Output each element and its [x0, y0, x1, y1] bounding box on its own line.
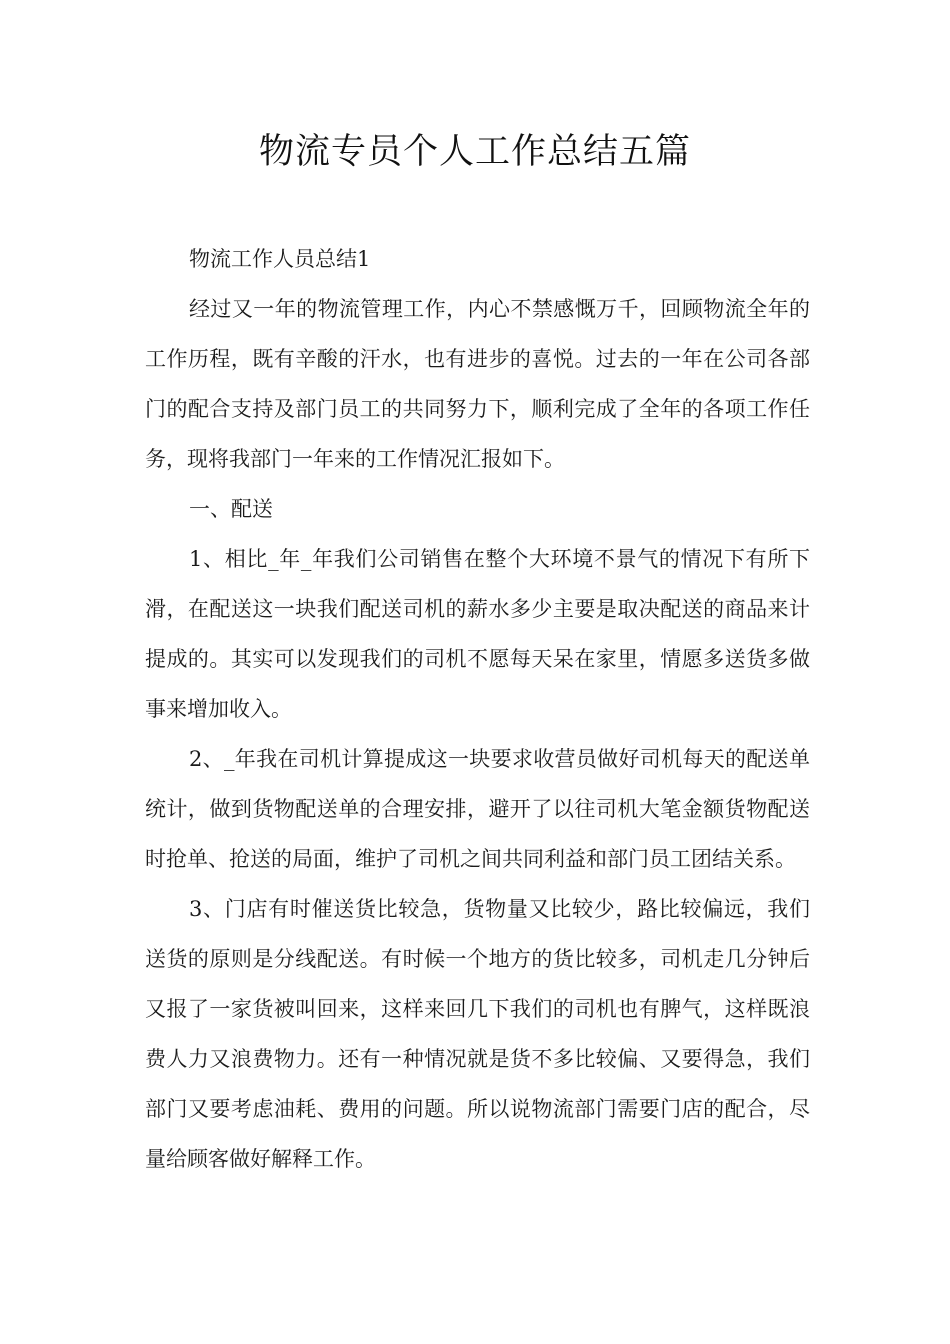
intro-paragraph: 经过又一年的物流管理工作，内心不禁感慨万千，回顾物流全年的工作历程，既有辛酸的汗水，也有进步的喜悦。过去的一年在公司各部门的配合支持及部门员工的共同努力下，顺利完成了全年的各项工作任务，现将我部门一年来的工作情况汇报如下。	[145, 297, 810, 471]
document-title: 物流专员个人工作总结五篇	[258, 132, 691, 172]
delivery-point-2: 2、_年我在司机计算提成这一块要求收营员做好司机每天的配送单统计，做到货物配送单的合理安排，避开了以往司机大笔金额货物配送时抢单、抢送的局面，维护了司机之间共同利益和部门员工团结关系。	[145, 747, 810, 871]
section-heading-delivery: 一、配送	[189, 497, 273, 521]
section-heading-summary-1: 物流工作人员总结1	[189, 247, 371, 271]
delivery-point-3: 3、门店有时催送货比较急，货物量又比较少，路比较偏远，我们送货的原则是分线配送。有时候一个地方的货比较多，司机走几分钟后又报了一家货被叫回来，这样来回几下我们的司机也有脾气，这样既浪费人力又浪费物力。还有一种情况就是货不多比较偏、又要得急，我们部门又要考虑油耗、费用的问题。所以说物流部门需要门店的配合，尽量给顾客做好解释工作。	[145, 897, 810, 1171]
delivery-point-1: 1、相比_年_年我们公司销售在整个大环境不景气的情况下有所下滑，在配送这一块我们配送司机的薪水多少主要是取决配送的商品来计提成的。其实可以发现我们的司机不愿每天呆在家里，情愿多送货多做事来增加收入。	[145, 547, 810, 721]
document-body	[145, 234, 810, 1184]
